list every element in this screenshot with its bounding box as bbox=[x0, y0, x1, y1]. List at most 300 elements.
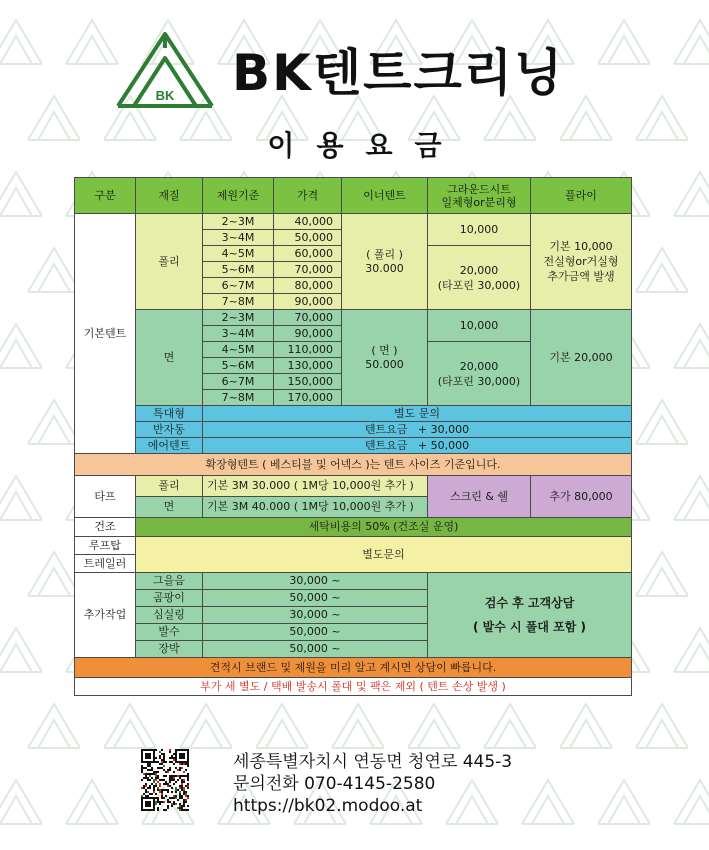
watermark-tent-icon bbox=[522, 780, 574, 824]
qr-module bbox=[179, 793, 181, 795]
qr-module bbox=[183, 799, 185, 801]
cotton-inner-line1: ( 면 ) bbox=[371, 343, 398, 357]
qr-module bbox=[145, 785, 147, 787]
qr-module bbox=[157, 777, 159, 779]
watermark-tent-icon bbox=[0, 628, 42, 672]
qr-module bbox=[175, 787, 177, 789]
qr-module bbox=[153, 789, 155, 791]
qr-module bbox=[175, 781, 177, 783]
watermark-tent-icon bbox=[636, 704, 688, 748]
qr-finder bbox=[145, 753, 151, 759]
phone-text: 문의전화 070-4145-2580 bbox=[233, 774, 436, 794]
cotton-inner-tent-price bbox=[342, 310, 428, 406]
extra-note-line2: ( 발수 시 폴대 포함 ) bbox=[472, 620, 586, 634]
qr-module bbox=[169, 767, 171, 769]
qr-module bbox=[173, 763, 175, 765]
qr-module bbox=[157, 789, 159, 791]
header-category: 구분 bbox=[75, 178, 136, 214]
qr-module bbox=[145, 791, 147, 793]
qr-module bbox=[167, 805, 169, 807]
tarp-cotton-label: 면 bbox=[136, 497, 203, 518]
qr-module bbox=[147, 769, 149, 771]
tent-logo-icon bbox=[116, 32, 214, 108]
qr-module bbox=[165, 809, 167, 811]
qr-module bbox=[157, 807, 159, 809]
qr-module bbox=[181, 809, 183, 811]
price-cell: 70,000 bbox=[274, 310, 342, 326]
qr-module bbox=[159, 785, 161, 787]
qr-module bbox=[165, 761, 167, 763]
qr-module bbox=[181, 797, 183, 799]
size-cell: 2~3M bbox=[203, 310, 274, 326]
qr-module bbox=[183, 787, 185, 789]
qr-module bbox=[169, 779, 171, 781]
qr-module bbox=[173, 753, 175, 755]
poly-fly-line3: 추가금액 발생 bbox=[547, 270, 615, 283]
watermark-tent-icon bbox=[0, 172, 42, 216]
poly-inner-line1: ( 폴리 ) bbox=[366, 247, 403, 261]
qr-module bbox=[147, 791, 149, 793]
qr-module bbox=[185, 799, 187, 801]
watermark-tent-icon bbox=[0, 20, 42, 64]
qr-module bbox=[165, 795, 167, 797]
poly-inner-tent-price bbox=[342, 214, 428, 310]
qr-module bbox=[153, 781, 155, 783]
extra-price: 50,000 ~ bbox=[203, 590, 428, 607]
qr-module bbox=[177, 799, 179, 801]
qr-module bbox=[187, 773, 189, 775]
poly-material-label: 폴리 bbox=[136, 214, 203, 310]
qr-module bbox=[183, 793, 185, 795]
qr-module bbox=[173, 779, 175, 781]
cotton-fly-price: 기본 20,000 bbox=[531, 310, 632, 406]
size-cell: 6~7M bbox=[203, 278, 274, 294]
qr-module bbox=[179, 775, 181, 777]
qr-module bbox=[159, 789, 161, 791]
qr-module bbox=[147, 795, 149, 797]
qr-module bbox=[155, 771, 157, 773]
qr-module bbox=[177, 789, 179, 791]
qr-module bbox=[159, 803, 161, 805]
qr-module bbox=[155, 777, 157, 779]
qr-module bbox=[155, 793, 157, 795]
qr-module bbox=[179, 809, 181, 811]
qr-module bbox=[165, 783, 167, 785]
qr-module bbox=[145, 783, 147, 785]
qr-module bbox=[185, 809, 187, 811]
qr-module bbox=[161, 797, 163, 799]
qr-module bbox=[179, 787, 181, 789]
qr-module bbox=[159, 763, 161, 765]
qr-module bbox=[163, 809, 165, 811]
qr-module bbox=[161, 791, 163, 793]
qr-module bbox=[161, 763, 163, 765]
poly-ground-sheet-tarp-price bbox=[428, 246, 531, 310]
price-cell: 40,000 bbox=[274, 214, 342, 230]
header-ground-sheet-line2: 일체형or분리형 bbox=[441, 195, 517, 209]
qr-module bbox=[149, 765, 151, 767]
qr-module bbox=[143, 777, 145, 779]
tarp-poly-label: 폴리 bbox=[136, 476, 203, 497]
qr-module bbox=[159, 791, 161, 793]
qr-module bbox=[173, 757, 175, 759]
qr-module bbox=[169, 775, 171, 777]
qr-module bbox=[151, 793, 153, 795]
qr-module bbox=[165, 771, 167, 773]
watermark-tent-icon bbox=[560, 704, 612, 748]
qr-module bbox=[163, 779, 165, 781]
qr-module bbox=[163, 753, 165, 755]
watermark-tent-icon bbox=[598, 780, 650, 824]
watermark-tent-icon bbox=[674, 476, 709, 520]
qr-module bbox=[179, 807, 181, 809]
cotton-ground-sheet-price: 10,000 bbox=[428, 310, 531, 342]
qr-module bbox=[149, 785, 151, 787]
qr-module bbox=[167, 789, 169, 791]
qr-module bbox=[177, 779, 179, 781]
size-cell: 2~3M bbox=[203, 214, 274, 230]
header-price: 가격 bbox=[274, 178, 342, 214]
watermark-tent-icon bbox=[636, 400, 688, 444]
qr-module bbox=[185, 775, 187, 777]
qr-module bbox=[171, 775, 173, 777]
qr-module bbox=[187, 765, 189, 767]
qr-module bbox=[149, 787, 151, 789]
qr-module bbox=[145, 775, 147, 777]
poly-fly-line2: 전실형or거실형 bbox=[543, 255, 619, 268]
qr-module bbox=[175, 789, 177, 791]
air-tent-value: 텐트요금 + 50,000 bbox=[203, 438, 632, 454]
qr-module bbox=[179, 763, 181, 765]
poly-fly-price bbox=[531, 214, 632, 310]
qr-module bbox=[141, 765, 143, 767]
watermark-tent-icon bbox=[256, 704, 308, 748]
qr-module bbox=[149, 793, 151, 795]
qr-module bbox=[159, 801, 161, 803]
qr-module bbox=[185, 769, 187, 771]
qr-module bbox=[163, 801, 165, 803]
qr-module bbox=[155, 779, 157, 781]
qr-module bbox=[153, 779, 155, 781]
size-cell: 3~4M bbox=[203, 326, 274, 342]
qr-module bbox=[149, 763, 151, 765]
qr-module bbox=[179, 803, 181, 805]
qr-module bbox=[149, 773, 151, 775]
qr-module bbox=[169, 777, 171, 779]
watermark-tent-icon bbox=[180, 704, 232, 748]
watermark-tent-icon bbox=[28, 248, 80, 292]
qr-module bbox=[145, 767, 147, 769]
qr-module bbox=[187, 779, 189, 781]
tarp-poly-value: 기본 3M 30.000 ( 1M당 10,000원 추가 ) bbox=[203, 476, 428, 497]
table-row bbox=[75, 454, 632, 476]
qr-module bbox=[183, 763, 185, 765]
qr-module bbox=[147, 773, 149, 775]
qr-module bbox=[155, 803, 157, 805]
qr-module bbox=[163, 757, 165, 759]
watermark-tent-icon bbox=[28, 704, 80, 748]
qr-module bbox=[169, 781, 171, 783]
qr-module bbox=[167, 801, 169, 803]
qr-module bbox=[171, 805, 173, 807]
cotton-ground-line1: 20,000 bbox=[459, 359, 499, 373]
extra-note-line1: 검수 후 고객상담 bbox=[484, 596, 575, 610]
header-fly: 플라이 bbox=[531, 178, 632, 214]
table-row bbox=[75, 573, 632, 590]
qr-module bbox=[185, 785, 187, 787]
qr-module bbox=[181, 795, 183, 797]
qr-module bbox=[153, 771, 155, 773]
qr-module bbox=[187, 777, 189, 779]
qr-module bbox=[187, 809, 189, 811]
qr-module bbox=[169, 785, 171, 787]
rooftop-value: 별도문의 bbox=[136, 537, 632, 573]
qr-module bbox=[173, 797, 175, 799]
watermark-tent-icon bbox=[28, 552, 80, 596]
qr-module bbox=[171, 803, 173, 805]
dry-label: 건조 bbox=[75, 518, 136, 537]
watermark-tent-icon bbox=[28, 400, 80, 444]
qr-module bbox=[183, 805, 185, 807]
table-row bbox=[75, 476, 632, 497]
extra-price: 30,000 ~ bbox=[203, 607, 428, 624]
extra-item: 곰팡이 bbox=[136, 590, 203, 607]
qr-module bbox=[149, 769, 151, 771]
qr-module bbox=[183, 809, 185, 811]
qr-module bbox=[161, 801, 163, 803]
header-size: 제원기준 bbox=[203, 178, 274, 214]
qr-module bbox=[163, 761, 165, 763]
qr-module bbox=[181, 775, 183, 777]
qr-module bbox=[159, 755, 161, 757]
qr-module bbox=[151, 769, 153, 771]
qr-module bbox=[183, 789, 185, 791]
qr-module bbox=[181, 805, 183, 807]
extra-price: 30,000 ~ bbox=[203, 573, 428, 590]
qr-module bbox=[143, 793, 145, 795]
qr-module bbox=[153, 787, 155, 789]
screen-shell-value: 추가 80,000 bbox=[531, 476, 632, 518]
watermark-tent-icon bbox=[0, 780, 42, 824]
qr-module bbox=[141, 787, 143, 789]
price-cell: 80,000 bbox=[274, 278, 342, 294]
qr-module bbox=[181, 767, 183, 769]
qr-module bbox=[173, 803, 175, 805]
address-text: 세종특별자치시 연동면 청연로 445-3 bbox=[233, 752, 513, 772]
qr-module bbox=[149, 775, 151, 777]
website-link[interactable]: https://bk02.modoo.at bbox=[233, 796, 423, 816]
qr-module bbox=[143, 773, 145, 775]
qr-module bbox=[173, 771, 175, 773]
qr-module bbox=[167, 807, 169, 809]
qr-module bbox=[155, 761, 157, 763]
qr-module bbox=[161, 793, 163, 795]
size-cell: 7~8M bbox=[203, 390, 274, 406]
qr-module bbox=[179, 777, 181, 779]
extra-item: 그을음 bbox=[136, 573, 203, 590]
qr-module bbox=[147, 763, 149, 765]
qr-module bbox=[141, 771, 143, 773]
qr-module bbox=[157, 797, 159, 799]
qr-module bbox=[157, 775, 159, 777]
poly-ground-sheet-price: 10,000 bbox=[428, 214, 531, 246]
cotton-ground-line2: (타포린 30,000) bbox=[437, 374, 521, 388]
qr-module bbox=[185, 795, 187, 797]
table-row bbox=[75, 214, 632, 230]
qr-module bbox=[181, 763, 183, 765]
header-ground-sheet-line1: 그라운드시트 bbox=[447, 182, 511, 196]
qr-module bbox=[141, 779, 143, 781]
watermark-tent-icon bbox=[674, 628, 709, 672]
qr-module bbox=[153, 773, 155, 775]
qr-module bbox=[159, 751, 161, 753]
watermark-tent-icon bbox=[484, 704, 536, 748]
table-row bbox=[75, 678, 632, 696]
qr-module bbox=[161, 749, 163, 751]
table-row bbox=[75, 537, 632, 555]
qr-module bbox=[185, 793, 187, 795]
qr-module bbox=[145, 795, 147, 797]
qr-module bbox=[181, 787, 183, 789]
qr-module bbox=[187, 775, 189, 777]
table-header-row bbox=[75, 178, 632, 214]
watermark-tent-icon bbox=[66, 20, 118, 64]
qr-module bbox=[161, 761, 163, 763]
table-row bbox=[75, 658, 632, 678]
extra-price: 50,000 ~ bbox=[203, 624, 428, 641]
qr-module bbox=[169, 797, 171, 799]
extra-work-label: 추가작업 bbox=[75, 573, 136, 658]
watermark-tent-icon bbox=[66, 780, 118, 824]
qr-module bbox=[173, 775, 175, 777]
qr-module bbox=[169, 757, 171, 759]
qr-module bbox=[165, 775, 167, 777]
table-row bbox=[75, 518, 632, 537]
watermark-tent-icon bbox=[598, 20, 650, 64]
header-inner-tent: 이너텐트 bbox=[342, 178, 428, 214]
qr-finder bbox=[179, 753, 185, 759]
qr-module bbox=[181, 789, 183, 791]
qr-module bbox=[159, 757, 161, 759]
qr-module bbox=[169, 769, 171, 771]
watermark-tent-icon bbox=[0, 324, 42, 368]
qr-module bbox=[183, 781, 185, 783]
extension-note: 확장형텐트 ( 베스티블 및 어넥스 )는 텐트 사이즈 기준입니다. bbox=[75, 454, 632, 476]
qr-module bbox=[159, 779, 161, 781]
qr-module bbox=[163, 755, 165, 757]
special-size-value: 별도 문의 bbox=[203, 406, 632, 422]
price-cell: 90,000 bbox=[274, 294, 342, 310]
qr-module bbox=[171, 791, 173, 793]
qr-module bbox=[177, 807, 179, 809]
table-row bbox=[75, 406, 632, 422]
cotton-ground-sheet-tarp-price bbox=[428, 342, 531, 406]
price-cell: 70,000 bbox=[274, 262, 342, 278]
table-row bbox=[75, 422, 632, 438]
qr-module bbox=[167, 785, 169, 787]
qr-module bbox=[147, 777, 149, 779]
qr-module bbox=[179, 805, 181, 807]
qr-module bbox=[155, 757, 157, 759]
qr-module bbox=[163, 765, 165, 767]
qr-module bbox=[145, 789, 147, 791]
qr-module bbox=[179, 791, 181, 793]
qr-module bbox=[161, 779, 163, 781]
watermark-tent-icon bbox=[636, 248, 688, 292]
qr-module bbox=[157, 809, 159, 811]
tarp-cotton-value: 기본 3M 40.000 ( 1M당 10,000원 추가 ) bbox=[203, 497, 428, 518]
qr-module bbox=[155, 797, 157, 799]
qr-module bbox=[163, 759, 165, 761]
price-cell: 150,000 bbox=[274, 374, 342, 390]
qr-module bbox=[161, 767, 163, 769]
qr-module bbox=[167, 771, 169, 773]
qr-module bbox=[141, 767, 143, 769]
qr-module bbox=[155, 749, 157, 751]
screen-shell-label: 스크린 & 쉘 bbox=[428, 476, 531, 518]
qr-module bbox=[163, 769, 165, 771]
qr-module bbox=[169, 749, 171, 751]
rooftop-label: 루프탑 bbox=[75, 537, 136, 555]
price-cell: 60,000 bbox=[274, 246, 342, 262]
consult-note: 견적시 브랜드 및 제원을 미리 알고 계시면 상담이 빠릅니다. bbox=[75, 658, 632, 678]
header-ground-sheet bbox=[428, 178, 531, 214]
watermark-tent-icon bbox=[674, 324, 709, 368]
tarp-label: 타프 bbox=[75, 476, 136, 518]
qr-module bbox=[179, 769, 181, 771]
size-cell: 4~5M bbox=[203, 342, 274, 358]
qr-module bbox=[157, 799, 159, 801]
qr-module bbox=[151, 783, 153, 785]
table-row bbox=[75, 438, 632, 454]
qr-module bbox=[151, 767, 153, 769]
qr-module bbox=[161, 789, 163, 791]
watermark-tent-icon bbox=[0, 476, 42, 520]
special-size-label: 특대형 bbox=[136, 406, 203, 422]
watermark-tent-icon bbox=[104, 704, 156, 748]
qr-module bbox=[155, 775, 157, 777]
watermark-tent-icon bbox=[674, 780, 709, 824]
qr-module bbox=[187, 797, 189, 799]
basic-tent-label: 기본텐트 bbox=[75, 214, 136, 454]
page-title: 이용요금 bbox=[267, 129, 464, 162]
qr-module bbox=[143, 787, 145, 789]
qr-module bbox=[165, 781, 167, 783]
qr-module bbox=[185, 801, 187, 803]
size-cell: 5~6M bbox=[203, 358, 274, 374]
qr-module bbox=[183, 771, 185, 773]
qr-module bbox=[159, 783, 161, 785]
qr-module bbox=[175, 803, 177, 805]
qr-module bbox=[187, 795, 189, 797]
price-cell: 90,000 bbox=[274, 326, 342, 342]
price-cell: 170,000 bbox=[274, 390, 342, 406]
price-cell: 130,000 bbox=[274, 358, 342, 374]
semi-auto-value: 텐트요금 + 30,000 bbox=[203, 422, 632, 438]
qr-module bbox=[155, 801, 157, 803]
qr-module bbox=[173, 777, 175, 779]
watermark-tent-icon bbox=[674, 172, 709, 216]
qr-module bbox=[179, 795, 181, 797]
qr-module bbox=[163, 775, 165, 777]
dry-value: 세탁비용의 50% (건조실 운영) bbox=[136, 518, 632, 537]
qr-module bbox=[185, 763, 187, 765]
qr-module bbox=[187, 783, 189, 785]
qr-module bbox=[175, 775, 177, 777]
brand-title: BK텐트크리닝 bbox=[232, 44, 565, 102]
extra-price: 50,000 ~ bbox=[203, 641, 428, 658]
extra-item: 발수 bbox=[136, 624, 203, 641]
